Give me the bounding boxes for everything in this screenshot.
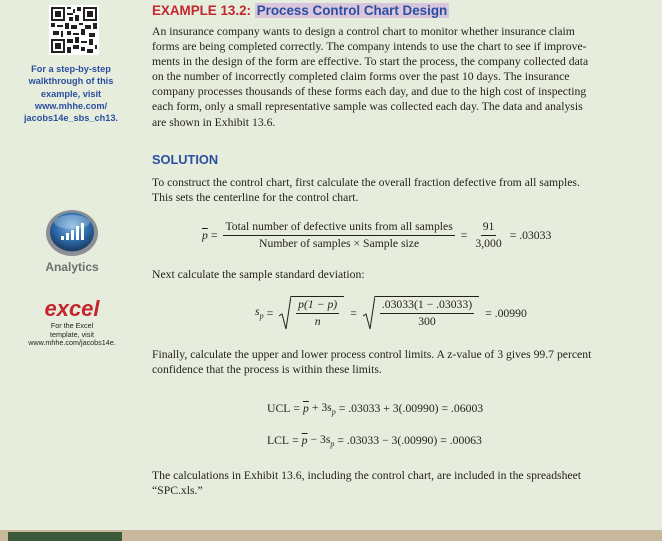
- pbar-symbol: $\overline{p}$: [301, 434, 308, 448]
- example-title: Process Control Chart Design: [256, 3, 448, 18]
- text-line: Finally, calculate the upper and lower process control limits. A z-value of 3 gives 99.7 percent: [152, 348, 592, 361]
- equals-sign: =: [210, 229, 218, 242]
- equals-sign: =: [292, 434, 299, 448]
- sp-symbolic-fraction: [296, 298, 339, 329]
- sp-formula: [255, 296, 530, 330]
- text-line: ments in the design of the form are effective. To start the process, the company collected data: [152, 55, 589, 69]
- exhibit-tab: [8, 532, 122, 541]
- text-line: The calculations in Exhibit 13.6, including the control chart, are included in the spreadsheet: [152, 469, 582, 482]
- sp-symbol-sub: p: [259, 311, 264, 321]
- text-line: company processes thousands of these forms each day, and due to the high cost of inspecting: [152, 85, 587, 99]
- qr-walkthrough-caption: [10, 63, 132, 124]
- equals-sign: =: [293, 402, 300, 416]
- sqrt-symbolic: [279, 296, 344, 330]
- pbar-value-denominator: 3,000: [475, 237, 502, 250]
- sp-result: = .00990: [485, 306, 527, 320]
- excel-caption-line: For the Excel: [50, 321, 94, 330]
- excel-caption-link[interactable]: www.mhhe.com/jacobs14e.: [28, 338, 116, 348]
- example-label: EXAMPLE 13.2:: [152, 3, 251, 18]
- sqrt-numeric: [363, 296, 479, 330]
- qr-caption-link[interactable]: www.mhhe.com/: [34, 100, 108, 111]
- sp-symbolic-numerator: p(1 − p): [296, 298, 339, 314]
- ucl-formula: [267, 401, 483, 416]
- solution-step-1: [152, 175, 652, 205]
- lcl-expression: [311, 433, 335, 448]
- sp-symbol: [255, 305, 264, 320]
- qr-caption-line: example, visit: [40, 88, 102, 99]
- text-line: forms are being completed correctly. The company intends to use the chart to see if improve-: [152, 40, 587, 54]
- pbar-symbol: $\overline{p}$: [302, 402, 309, 416]
- sp-symbolic-denominator: n: [314, 315, 321, 328]
- equals-sign: =: [460, 229, 468, 242]
- solution-step-3: [152, 347, 652, 377]
- qr-caption-link[interactable]: jacobs14e_sbs_ch13.: [24, 113, 118, 124]
- ucl-expression-sub: p: [331, 407, 336, 417]
- ucl-result: = .03033 + 3(.00990) = .06003: [338, 402, 484, 416]
- analytics-label: Analytics: [45, 260, 99, 274]
- sqrt-numeric-radicand: [375, 296, 479, 330]
- excel-logo: [37, 296, 107, 322]
- lcl-expression-text: − 3s: [310, 433, 331, 446]
- pbar-value-numerator: 91: [481, 220, 497, 236]
- text-line: An insurance company wants to design a control chart to monitor whether insurance claim: [152, 25, 575, 38]
- pbar-value-fraction: [473, 220, 503, 251]
- text-line: Next calculate the sample standard deviation:: [152, 268, 365, 281]
- equals-sign: =: [266, 306, 274, 320]
- text-line: To construct the control chart, first calculate the overall fraction defective from all samples.: [152, 176, 580, 189]
- example-heading: [152, 3, 449, 18]
- ucl-expression-text: + 3s: [311, 401, 332, 414]
- pbar-formula: [202, 220, 554, 251]
- lcl-expression-sub: p: [330, 439, 335, 449]
- lcl-formula: [267, 433, 482, 448]
- sp-numeric-numerator: .03033(1 − .03033): [380, 298, 474, 314]
- pbar-symbol: $\overline{p}$: [202, 229, 208, 242]
- text-line: confidence that the process is within these limits.: [152, 363, 382, 377]
- text-line: This sets the centerline for the control chart.: [152, 191, 359, 205]
- solution-step-2: [152, 267, 652, 282]
- radical-sign-icon: [279, 296, 291, 330]
- excel-caption-line: template, visit: [50, 329, 94, 339]
- radical-sign-icon: [363, 296, 375, 330]
- text-line: “SPC.xls.”: [152, 484, 203, 498]
- equals-sign: =: [350, 306, 357, 320]
- qr-caption-line: walkthrough of this: [28, 76, 114, 87]
- analytics-icon: [43, 207, 101, 257]
- pbar-fraction: [223, 220, 454, 251]
- ucl-label: UCL: [267, 402, 291, 416]
- sqrt-symbolic-radicand: [291, 296, 344, 330]
- lcl-label: LCL: [267, 434, 290, 448]
- text-line: each form, only a small representative sample was collected each day. The data and analysis: [152, 100, 583, 114]
- solution-step-4: [152, 468, 652, 498]
- qr-caption-line: For a step-by-step: [31, 64, 111, 74]
- sp-symbol-base: s: [255, 305, 260, 319]
- text-line: are shown in Exhibit 13.6.: [152, 115, 276, 129]
- example-intro-paragraph: [152, 24, 652, 130]
- excel-template-caption: [8, 322, 136, 348]
- text-line: on the number of incorrectly completed claim forms over the past 10 days. The insurance: [152, 70, 570, 84]
- pbar-numerator: Total number of defective units from all samples: [223, 220, 454, 236]
- excel-logo-text: excel: [44, 296, 100, 321]
- sp-numeric-denominator: 300: [418, 315, 436, 328]
- pbar-denominator: Number of samples × Sample size: [259, 237, 420, 250]
- ucl-expression: [312, 401, 336, 416]
- pbar-result: = .03033: [509, 229, 552, 242]
- qr-code-icon[interactable]: [49, 5, 99, 55]
- sp-numeric-fraction: [380, 298, 474, 329]
- solution-heading: SOLUTION: [152, 152, 219, 167]
- lcl-result: = .03033 − 3(.00990) = .00063: [337, 434, 482, 448]
- margin-sidebar: [0, 0, 142, 530]
